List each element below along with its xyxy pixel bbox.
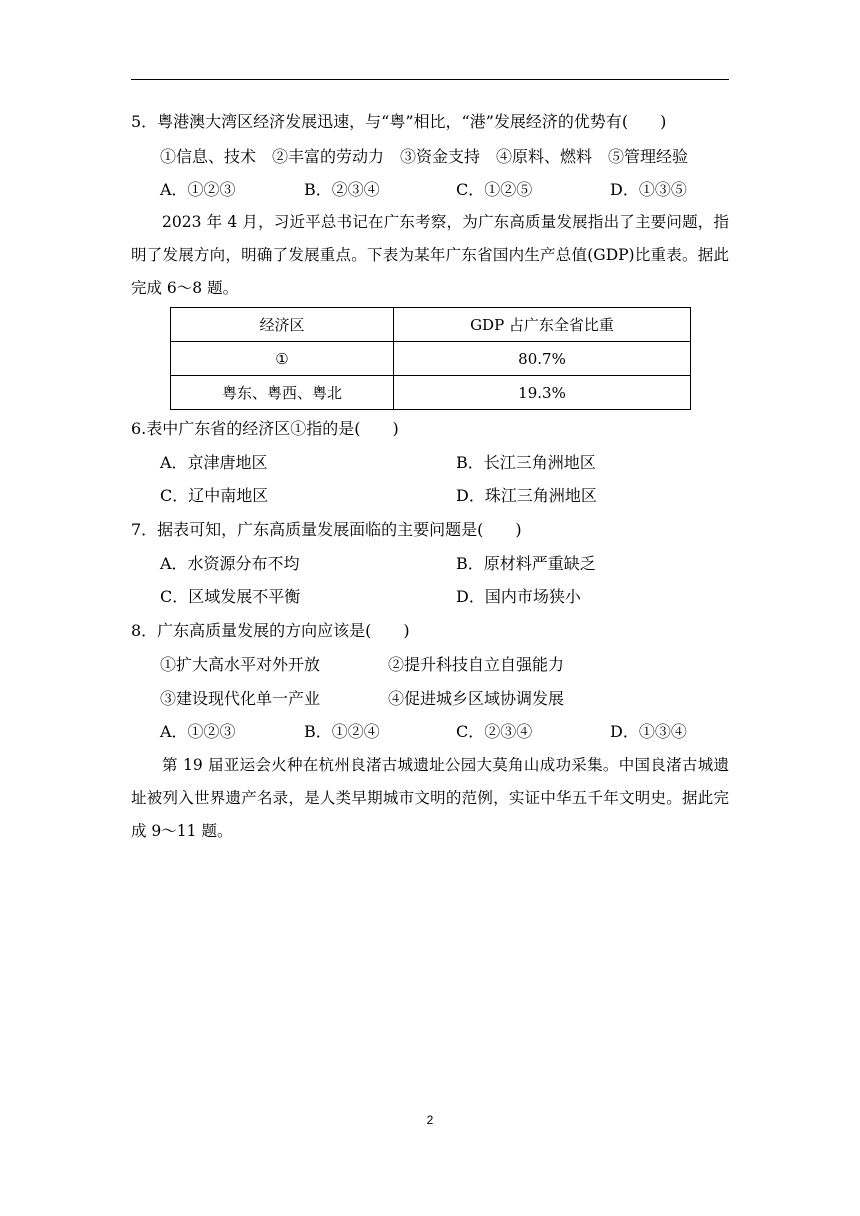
q5-option-a: A．①②③ [160,180,236,199]
q6-option-d: D．珠江三角洲地区 [456,486,597,505]
table-cell-gdp: 80.7% [394,342,691,376]
q5-option-b: B．②③④ [304,180,380,199]
material-guangdong [131,206,729,305]
q5-option-c: C．①②⑤ [456,180,533,199]
q7-option-a: A．水资源分布不均 [160,554,300,573]
material-liangzhu-text: 第 19 届亚运会火种在杭州良渚古城遗址公园大莫角山成功采集。中国良渚古城遗址被列入世界遗产名录，是人类早期城市文明的范例，实证中华五千年文明史。据此完成 9～11 题。 [131,756,729,840]
q8-item-1: ①扩大高水平对外开放 [160,655,321,674]
table-header-region: 经济区 [171,308,394,342]
material-liangzhu [131,749,729,848]
q5-stem: 5．粤港澳大湾区经济发展迅速，与“粤”相比，“港”发展经济的优势有( ) [131,112,667,131]
q8-stem: 8．广东高质量发展的方向应该是( ) [131,621,410,640]
q8-item-3: ③建设现代化单一产业 [160,689,321,708]
gdp-table [170,307,691,410]
header-rule [131,79,729,80]
material-guangdong-text: 2023 年 4 月，习近平总书记在广东考察，为广东高质量发展指出了主要问题，指明了发展方向，明确了发展重点。下表为某年广东省国内生产总值(GDP)比重表。据此完成 6～8 题。 [131,213,729,297]
table-header-gdp: GDP 占广东全省比重 [394,308,691,342]
q8-item-4: ④促进城乡区域协调发展 [388,689,565,708]
q6-option-b: B．长江三角洲地区 [456,453,596,472]
q5-items: ①信息、技术 ②丰富的劳动力 ③资金支持 ④原料、燃料 ⑤管理经验 [160,147,689,166]
q8-option-a: A．①②③ [160,722,236,741]
q8-item-2: ②提升科技自立自强能力 [388,655,565,674]
table-header-row [171,308,691,342]
q5-option-d: D．①③⑤ [610,180,687,199]
q7-stem: 7．据表可知，广东高质量发展面临的主要问题是( ) [131,520,522,539]
table-cell-region: 粤东、粤西、粤北 [171,376,394,410]
q7-option-b: B．原材料严重缺乏 [456,554,596,573]
table-row [171,376,691,410]
q8-option-c: C．②③④ [456,722,533,741]
q6-option-a: A．京津唐地区 [160,453,268,472]
q7-option-d: D．国内市场狭小 [456,587,581,606]
q8-option-d: D．①③④ [610,722,687,741]
q6-stem: 6.表中广东省的经济区①指的是( ) [131,419,399,438]
table-cell-region: ① [171,342,394,376]
table-row [171,342,691,376]
q6-option-c: C．辽中南地区 [160,486,269,505]
table-cell-gdp: 19.3% [394,376,691,410]
q8-option-b: B．①②④ [304,722,380,741]
page-number: 2 [426,1113,434,1127]
q7-option-c: C．区域发展不平衡 [160,587,301,606]
